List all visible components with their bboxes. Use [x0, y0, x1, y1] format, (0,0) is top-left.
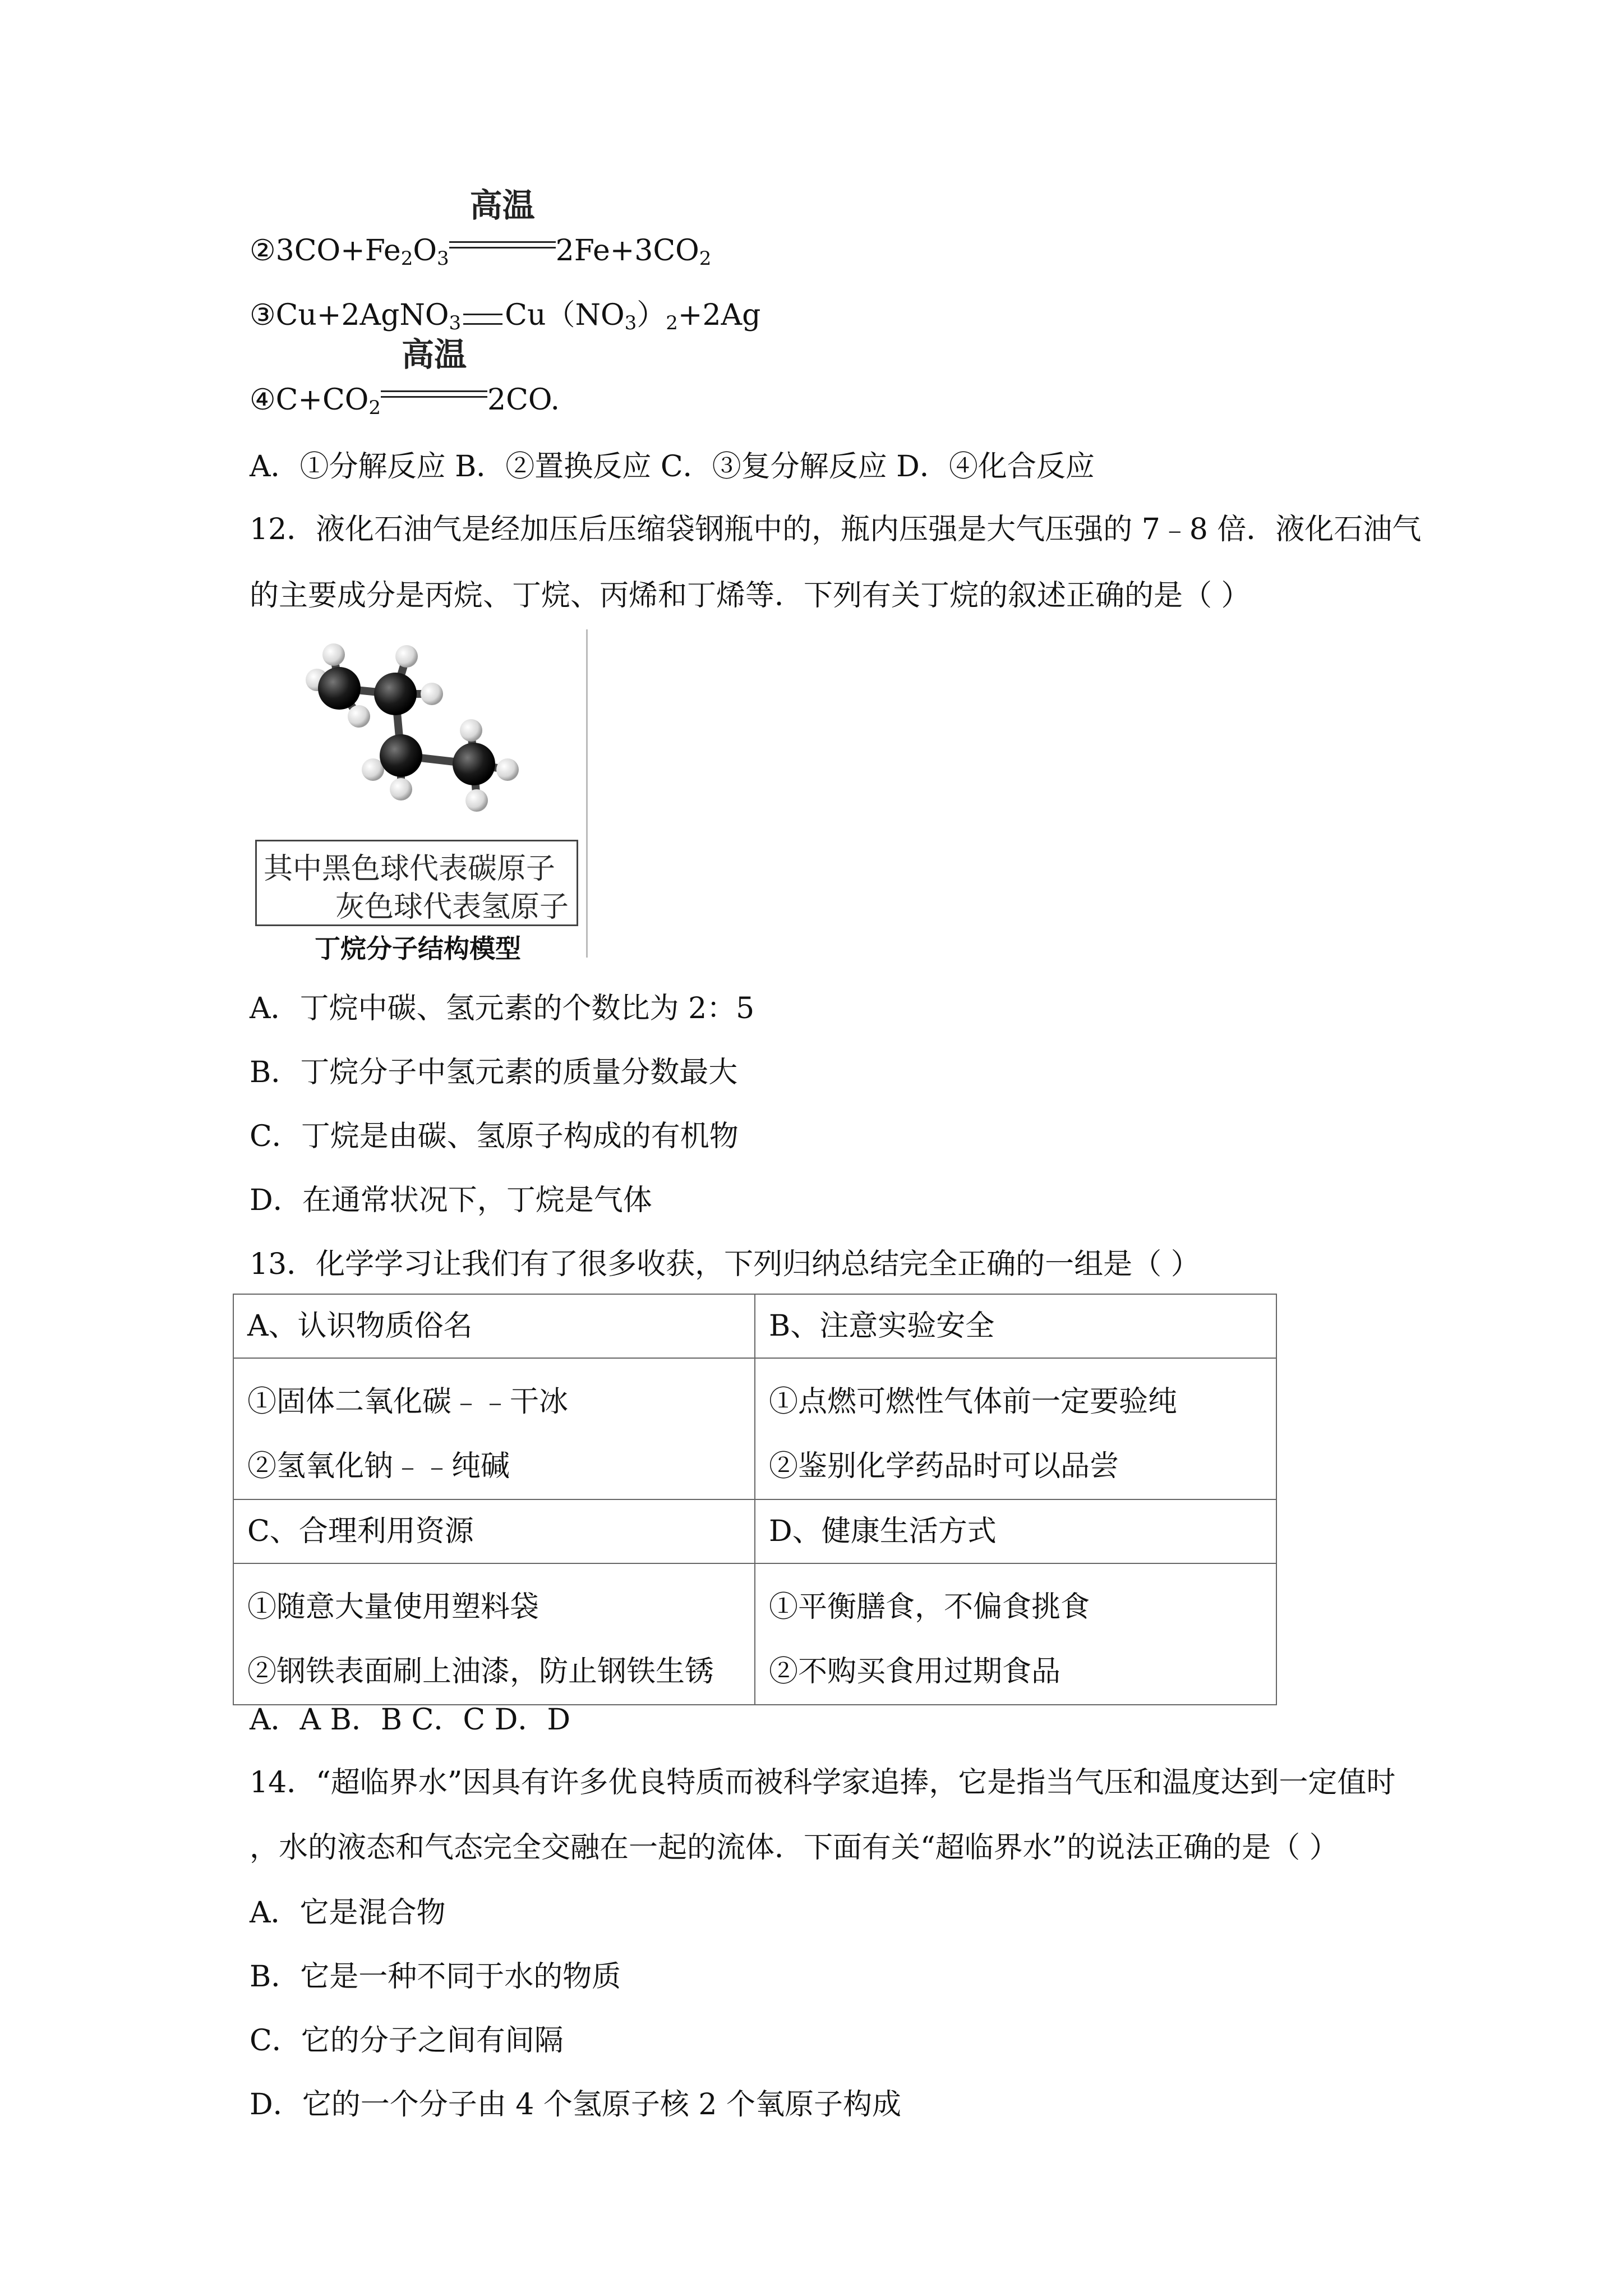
q13-options: A．A B．B C．C D．D [250, 1703, 571, 1737]
q12-option-b: B．丁烷分子中氢元素的质量分数最大 [250, 1056, 738, 1089]
cell-b-item-1: ①点燃可燃性气体前一定要验纯 [769, 1385, 1178, 1419]
eq3-rhs-mid: ） [637, 298, 666, 332]
condition-label: 高温 [402, 335, 467, 374]
q14-option-c: C．它的分子之间有间隔 [250, 2024, 564, 2058]
reaction-condition [449, 186, 556, 260]
legend-carbon: 其中黑色球代表碳原子 [264, 852, 556, 886]
eq3-lhs: ③Cu+2AgNO [250, 298, 449, 332]
q12-stem-line2: 的主要成分是丙烷、丁烷、丙烯和丁烯等．下列有关丁烷的叙述正确的是（ ） [250, 579, 1251, 613]
cell-b-head: B、注意实验安全 [755, 1294, 1276, 1358]
q11-options: A．①分解反应 B．②置换反应 C．③复分解反应 D．④化合反应 [250, 450, 1095, 484]
cell-c-item-1: ①随意大量使用塑料袋 [247, 1590, 540, 1624]
cell-b-items [755, 1358, 1276, 1499]
eq2-rhs-sub: 2 [699, 247, 712, 270]
cell-c-items [233, 1563, 755, 1705]
eq3-rhs: Cu（NO [505, 298, 625, 332]
q12-option-d: D．在通常状况下，丁烷是气体 [250, 1184, 652, 1217]
cell-c-item-2: ②钢铁表面刷上油漆，防止钢铁生锈 [247, 1655, 714, 1688]
cell-d-items [755, 1563, 1276, 1705]
q14-option-d: D．它的一个分子由 4 个氢原子核 2 个氧原子构成 [250, 2088, 901, 2122]
cell-a-item-2: ②氢氧化钠﹣﹣纯碱 [247, 1450, 510, 1483]
eq3-rhs-sub1: 3 [624, 312, 637, 334]
q12-option-a: A．丁烷中碳、氢元素的个数比为 2：5 [250, 992, 755, 1025]
q13-table [233, 1294, 1277, 1705]
equation-2 [250, 186, 712, 277]
legend-hydrogen: 灰色球代表氢原子 [335, 890, 569, 924]
cell-b-item-2: ②鉴别化学药品时可以品尝 [769, 1450, 1119, 1483]
cell-d-head: D、健康生活方式 [755, 1499, 1276, 1563]
cell-a-item-1: ①固体二氧化碳﹣﹣干冰 [247, 1385, 569, 1419]
cell-d-item-2: ②不购买食用过期食品 [769, 1655, 1061, 1688]
equation-4 [250, 335, 560, 426]
condition-label: 高温 [469, 186, 535, 224]
eq3-lhs-sub: 3 [449, 312, 462, 334]
equals-sign [463, 314, 502, 325]
eq4-rhs: 2CO. [487, 383, 560, 417]
q14-stem-line1: 14．“超临界水”因具有许多优良特质而被科学家追捧，它是指当气压和温度达到一定值时 [250, 1766, 1396, 1800]
figure-caption: 丁烷分子结构模型 [315, 933, 521, 964]
q12-option-c: C．丁烷是由碳、氢原子构成的有机物 [250, 1120, 739, 1153]
q12-stem-line1: 12．液化石油气是经加压后压缩袋钢瓶中的，瓶内压强是大气压强的 7﹣8 倍．液化石油气 [250, 513, 1422, 546]
eq3-rhs-sub2: 2 [666, 312, 678, 334]
figure-legend [255, 840, 578, 926]
q14-option-a: A．它是混合物 [250, 1896, 446, 1930]
butane-model-figure [250, 629, 588, 964]
cell-a-head: A、认识物质俗名 [233, 1294, 755, 1358]
eq4-lhs: ④C+CO [250, 383, 369, 417]
q14-stem-line2: ，水的液态和气态完全交融在一起的流体．下面有关“超临界水”的说法正确的是（ ） [250, 1831, 1339, 1865]
eq2-lhs-sub2: 3 [436, 247, 449, 270]
eq2-lhs-sub1: 2 [400, 247, 413, 270]
q14-option-b: B．它是一种不同于水的物质 [250, 1960, 621, 1994]
eq4-lhs-sub: 2 [368, 397, 381, 419]
butane-molecule-image [250, 629, 586, 837]
eq3-rhs-end: +2Ag [677, 298, 761, 332]
eq2-lhs: ②3CO+Fe [250, 234, 401, 268]
equation-3 [250, 297, 760, 341]
eq2-lhs-mid: O [413, 234, 437, 268]
eq2-rhs: 2Fe+3CO [555, 234, 699, 268]
cell-d-item-1: ①平衡膳食，不偏食挑食 [769, 1590, 1090, 1624]
q13-stem: 13．化学学习让我们有了很多收获，下列归纳总结完全正确的一组是（ ） [250, 1248, 1200, 1281]
reaction-condition [381, 335, 487, 409]
cell-a-items [233, 1358, 755, 1499]
cell-c-head: C、合理利用资源 [233, 1499, 755, 1563]
